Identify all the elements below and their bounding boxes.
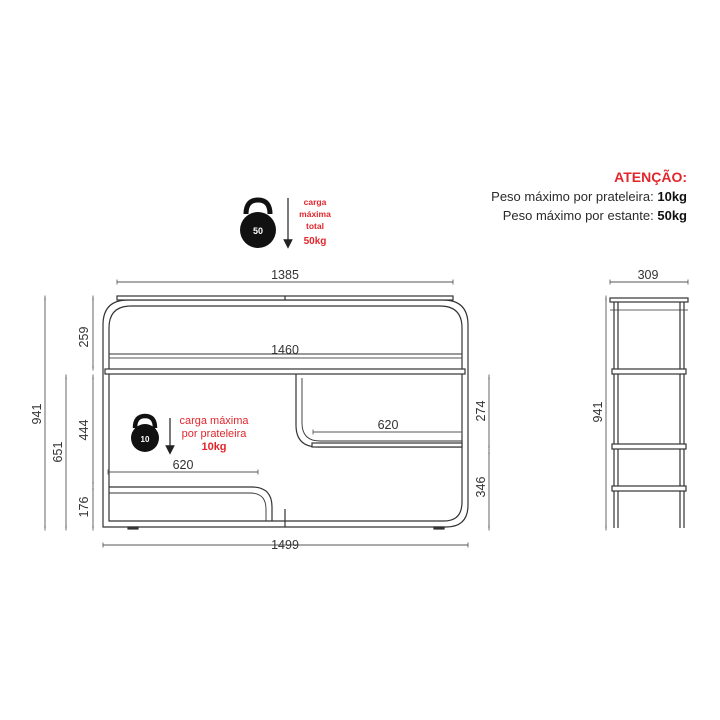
curved-divider: [296, 374, 462, 447]
front-view: [103, 296, 468, 529]
dim-620-right: 620: [377, 418, 399, 432]
dim-1460: 1460: [271, 343, 299, 357]
dim-346: 346: [474, 476, 488, 498]
svg-text:10kg: 10kg: [201, 441, 227, 453]
svg-text:carga: carga: [303, 197, 327, 207]
dim-620-left: 620: [172, 458, 194, 472]
svg-text:por prateleira: por prateleira: [181, 428, 247, 440]
warning-title: ATENÇÃO:: [614, 169, 687, 185]
dim-651: 651: [51, 441, 65, 463]
shelf-load-label: [179, 415, 249, 453]
dim-1385: 1385: [271, 268, 299, 282]
svg-text:máxima: máxima: [299, 209, 331, 219]
dim-274: 274: [474, 400, 488, 422]
dim-444: 444: [77, 419, 91, 441]
dim-309: 309: [637, 268, 659, 282]
dimension-labels: [30, 268, 658, 552]
warning-line-total-value: 50kg: [657, 208, 687, 223]
right-shelf: [312, 443, 462, 447]
kettlebell-50-label: 50: [252, 226, 264, 236]
warning-line-shelf-value: 10kg: [657, 189, 687, 204]
dim-1499: 1499: [271, 538, 299, 552]
kettlebell-10-label: 10: [140, 435, 150, 444]
kettlebell-10-icon: [131, 416, 159, 452]
dim-176: 176: [77, 496, 91, 518]
warning-line-shelf-label: Peso máximo por prateleira:: [491, 189, 654, 204]
warning-line-total-label: Peso máximo por estante:: [502, 208, 654, 223]
side-view: [610, 298, 688, 528]
dim-941-side: 941: [591, 401, 605, 423]
frame-inner: [109, 306, 462, 521]
kettlebell-50-icon: [240, 200, 276, 248]
lower-curve: [109, 487, 272, 521]
svg-text:carga máxima: carga máxima: [179, 415, 249, 427]
total-load-label: [299, 197, 331, 247]
svg-text:total: total: [306, 221, 324, 231]
warning-box: [491, 168, 687, 225]
warning-line-shelf: [491, 187, 687, 206]
dim-941: 941: [30, 403, 44, 425]
upper-shelf: [105, 369, 465, 374]
warning-line-total: [491, 206, 687, 225]
dim-259: 259: [77, 326, 91, 348]
svg-text:50kg: 50kg: [303, 236, 327, 247]
